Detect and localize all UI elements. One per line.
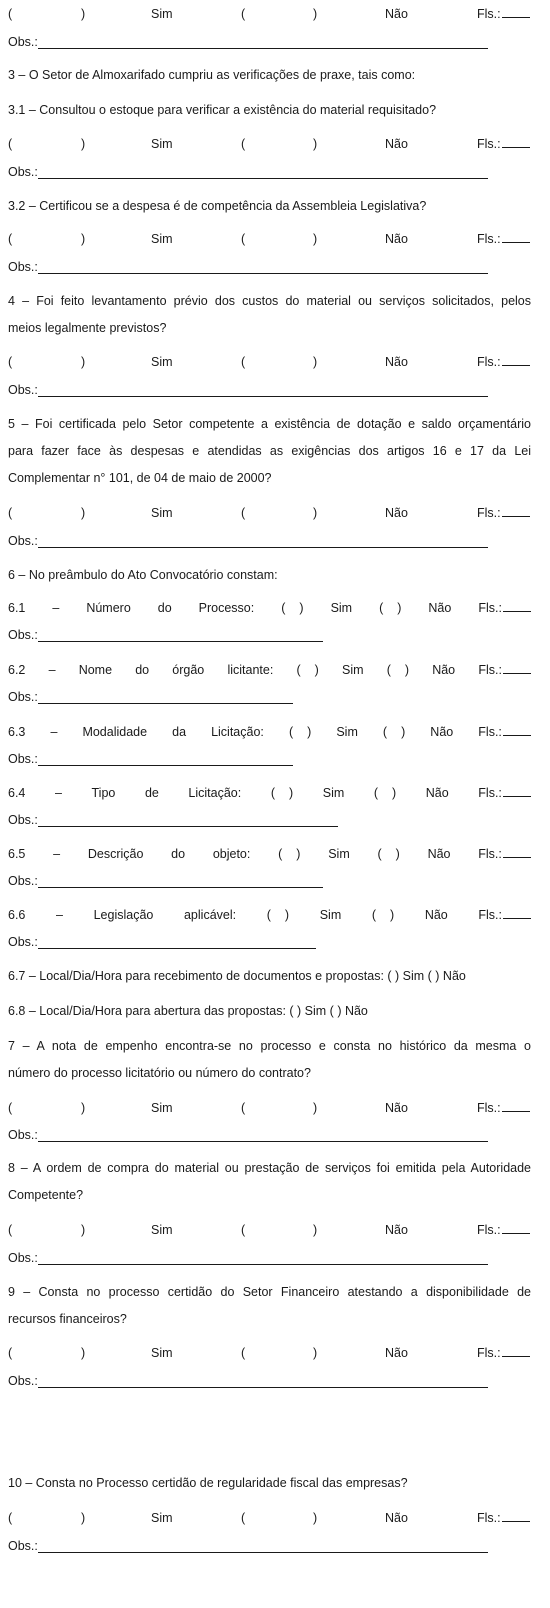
close-paren: ): [401, 725, 406, 739]
fls-field[interactable]: [477, 230, 530, 248]
question-text: 8 – A ordem de compra do material ou prestação de serviços foi emitida pela Autoridade: [8, 1161, 531, 1175]
sim-label: Sim: [151, 506, 173, 520]
fls-label: Fls.:: [478, 663, 502, 677]
question-text: 3 – O Setor de Almoxarifado cumpriu as verificações de praxe, tais como:: [8, 68, 416, 82]
obs-row: [8, 258, 531, 276]
obs-label: Obs.:: [8, 628, 38, 642]
item-word: Número: [86, 601, 131, 615]
preamble-item: [8, 661, 531, 679]
open-paren: (: [278, 847, 283, 861]
obs-label: Obs.:: [8, 534, 38, 548]
question-text: 4 – Foi feito levantamento prévio dos custos do material ou serviços solicitados, pelos: [8, 294, 531, 308]
obs-label: Obs.:: [8, 165, 38, 179]
sim-label: Sim: [336, 725, 358, 739]
fls-field[interactable]: [478, 845, 531, 863]
question-text: meios legalmente previstos?: [8, 321, 167, 335]
fls-blank[interactable]: [503, 723, 531, 736]
item-word: Licitação:: [211, 725, 264, 739]
obs-field[interactable]: [38, 273, 488, 274]
fls-blank[interactable]: [502, 1221, 530, 1234]
sim-label: Sim: [330, 601, 353, 615]
close-paren: ): [307, 725, 312, 739]
obs-field[interactable]: [38, 1552, 488, 1553]
obs-field[interactable]: [38, 765, 293, 766]
close-paren[interactable]: ): [313, 1346, 318, 1360]
obs-field[interactable]: [38, 178, 488, 179]
nao-label: Não: [425, 786, 449, 800]
obs-field[interactable]: [38, 1387, 488, 1388]
obs-row: [8, 1249, 531, 1267]
item-word: Tipo: [91, 786, 116, 800]
question-text: 6.7 – Local/Dia/Hora para recebimento de documentos e propostas: ( ) Sim ( ) Não: [8, 969, 466, 983]
obs-label: Obs.:: [8, 1374, 38, 1388]
open-paren: (: [379, 601, 384, 615]
preamble-item: [8, 906, 531, 924]
item-number: 6.4: [8, 786, 26, 800]
nao-option[interactable]: [372, 906, 394, 924]
nao-option[interactable]: [383, 723, 405, 741]
nao-label: Não: [385, 232, 408, 246]
item-word: Processo:: [198, 601, 255, 615]
sim-label: Sim: [151, 1101, 173, 1115]
item-number: 6.2: [8, 663, 26, 677]
question-text: recursos financeiros?: [8, 1312, 127, 1326]
fls-blank[interactable]: [502, 1344, 530, 1357]
close-paren[interactable]: ): [313, 1223, 318, 1237]
open-paren[interactable]: (: [8, 1511, 13, 1525]
close-paren: ): [390, 908, 395, 922]
item-word: Licitação:: [188, 786, 242, 800]
obs-field[interactable]: [38, 396, 488, 397]
obs-field[interactable]: [38, 48, 488, 49]
obs-row: [8, 1126, 531, 1144]
fls-field[interactable]: [478, 599, 531, 617]
open-paren[interactable]: (: [241, 355, 246, 369]
fls-blank[interactable]: [502, 1099, 530, 1112]
obs-field[interactable]: [38, 641, 323, 642]
open-paren[interactable]: (: [241, 1346, 246, 1360]
fls-blank[interactable]: [503, 906, 531, 919]
open-paren: (: [373, 786, 379, 800]
sim-label: Sim: [328, 847, 350, 861]
fls-label: Fls.:: [477, 1346, 501, 1360]
fls-blank[interactable]: [502, 5, 530, 18]
close-paren: ): [288, 786, 294, 800]
open-paren[interactable]: (: [8, 506, 13, 520]
answer-row: [8, 230, 531, 248]
open-paren[interactable]: (: [8, 137, 13, 151]
item-dash: –: [50, 725, 58, 739]
fls-label: Fls.:: [477, 1223, 501, 1237]
open-paren[interactable]: (: [241, 1511, 246, 1525]
fls-label: Fls.:: [477, 506, 501, 520]
item-word: do: [171, 847, 186, 861]
open-paren: (: [371, 908, 377, 922]
open-paren[interactable]: (: [8, 232, 13, 246]
item-word: órgão: [172, 663, 205, 677]
close-paren[interactable]: ): [81, 1223, 86, 1237]
obs-field[interactable]: [38, 547, 488, 548]
fls-blank[interactable]: [503, 599, 531, 612]
open-paren: (: [382, 725, 388, 739]
question-text: 6 – No preâmbulo do Ato Convocatório constam:: [8, 568, 278, 582]
open-paren[interactable]: (: [8, 1101, 13, 1115]
close-paren[interactable]: ): [313, 1101, 318, 1115]
obs-row: [8, 626, 531, 644]
fls-field[interactable]: [477, 353, 530, 371]
nao-label: Não: [385, 137, 408, 151]
sim-option[interactable]: [296, 661, 318, 679]
nao-label: Não: [430, 725, 454, 739]
question-text: 10 – Consta no Processo certidão de regularidade fiscal das empresas?: [8, 1476, 408, 1490]
nao-label: Não: [385, 1101, 408, 1115]
sim-label: Sim: [151, 137, 173, 151]
open-paren: (: [296, 663, 301, 677]
preamble-item: [8, 723, 531, 741]
preamble-item: [8, 784, 531, 802]
fls-label: Fls.:: [477, 355, 501, 369]
nao-label: Não: [424, 908, 448, 922]
nao-label: Não: [432, 663, 456, 677]
sim-option[interactable]: [271, 784, 293, 802]
fls-blank[interactable]: [502, 353, 530, 366]
open-paren[interactable]: (: [241, 232, 246, 246]
question-text: 3.2 – Certificou se a despesa é de competência da Assembleia Legislativa?: [8, 199, 427, 213]
open-paren: (: [386, 663, 391, 677]
sim-label: Sim: [151, 232, 173, 246]
obs-label: Obs.:: [8, 690, 38, 704]
question-text: Competente?: [8, 1188, 84, 1202]
nao-label: Não: [385, 1511, 408, 1525]
close-paren: ): [314, 663, 319, 677]
fls-blank[interactable]: [503, 784, 531, 797]
close-paren[interactable]: ): [81, 1101, 86, 1115]
fls-blank[interactable]: [502, 1509, 530, 1522]
obs-field[interactable]: [38, 703, 293, 704]
item-word: da: [172, 725, 187, 739]
fls-blank[interactable]: [502, 504, 530, 517]
close-paren[interactable]: ): [313, 232, 318, 246]
close-paren: ): [395, 847, 400, 861]
sim-option[interactable]: [281, 599, 303, 617]
obs-label: Obs.:: [8, 813, 38, 827]
item-dash: –: [54, 786, 62, 800]
answer-row: [8, 135, 531, 153]
question-text: 9 – Consta no processo certidão do Setor Financeiro atestando a disponibilidade de: [8, 1285, 531, 1299]
fls-field[interactable]: [477, 1509, 530, 1527]
close-paren[interactable]: ): [81, 232, 86, 246]
fls-field[interactable]: [477, 5, 530, 23]
fls-label: Fls.:: [477, 1511, 501, 1525]
open-paren[interactable]: (: [8, 1223, 13, 1237]
item-word: Nome: [78, 663, 113, 677]
obs-label: Obs.:: [8, 1539, 38, 1553]
close-paren: ): [392, 786, 397, 800]
item-dash: –: [53, 847, 61, 861]
nao-label: Não: [385, 1223, 408, 1237]
nao-option[interactable]: [377, 845, 399, 863]
close-paren[interactable]: ): [81, 137, 86, 151]
close-paren: ): [299, 601, 304, 615]
sim-label: Sim: [322, 786, 345, 800]
close-paren[interactable]: ): [313, 7, 318, 21]
fls-blank[interactable]: [502, 135, 530, 148]
obs-field[interactable]: [38, 948, 316, 949]
item-word: licitante:: [227, 663, 274, 677]
open-paren[interactable]: (: [241, 506, 246, 520]
close-paren: ): [397, 601, 402, 615]
item-word: do: [157, 601, 172, 615]
close-paren: ): [404, 663, 410, 677]
close-paren[interactable]: ): [313, 1511, 318, 1525]
question-text: 5 – Foi certificada pelo Setor competente a existência de dotação e saldo orçamentário: [8, 417, 531, 431]
item-word: de: [144, 786, 159, 800]
close-paren: ): [296, 847, 301, 861]
sim-label: Sim: [151, 1346, 173, 1360]
fls-blank[interactable]: [503, 845, 531, 858]
obs-label: Obs.:: [8, 260, 38, 274]
fls-field[interactable]: [477, 1221, 530, 1239]
preamble-item: [8, 845, 531, 863]
nao-label: Não: [427, 847, 451, 861]
item-dash: –: [56, 908, 63, 922]
obs-label: Obs.:: [8, 752, 38, 766]
fls-label: Fls.:: [478, 847, 502, 861]
answer-row: [8, 504, 531, 522]
obs-field[interactable]: [38, 1264, 488, 1265]
obs-field[interactable]: [38, 1141, 488, 1142]
sim-label: Sim: [151, 1223, 173, 1237]
sim-option[interactable]: [267, 906, 289, 924]
nao-label: Não: [385, 506, 408, 520]
open-paren[interactable]: (: [241, 1101, 246, 1115]
answer-row: [8, 5, 531, 23]
fls-blank[interactable]: [502, 230, 530, 243]
item-dash: –: [48, 663, 56, 677]
nao-option[interactable]: [379, 599, 401, 617]
question-text: 3.1 – Consultou o estoque para verificar a existência do material requisitado?: [8, 103, 437, 117]
fls-label: Fls.:: [478, 908, 502, 922]
question-text: para fazer face às despesas e atendidas as exigências dos artigos 16 e 17 da Lei: [8, 444, 531, 458]
open-paren[interactable]: (: [241, 7, 246, 21]
item-word: aplicável:: [183, 908, 237, 922]
sim-option[interactable]: [278, 845, 300, 863]
fls-blank[interactable]: [503, 661, 531, 674]
obs-row: [8, 163, 531, 181]
open-paren[interactable]: (: [8, 1346, 13, 1360]
close-paren[interactable]: ): [81, 355, 86, 369]
fls-field[interactable]: [477, 135, 530, 153]
close-paren[interactable]: ): [81, 1511, 86, 1525]
fls-field[interactable]: [478, 723, 531, 741]
item-word: do: [135, 663, 150, 677]
item-number: 6.6: [8, 908, 26, 922]
obs-label: Obs.:: [8, 874, 38, 888]
fls-label: Fls.:: [478, 601, 502, 615]
fls-field[interactable]: [477, 1099, 530, 1117]
open-paren: (: [377, 847, 382, 861]
obs-label: Obs.:: [8, 1128, 38, 1142]
obs-label: Obs.:: [8, 1251, 38, 1265]
obs-label: Obs.:: [8, 935, 38, 949]
sim-label: Sim: [151, 7, 173, 21]
sim-label: Sim: [341, 663, 364, 677]
nao-option[interactable]: [387, 661, 409, 679]
nao-label: Não: [385, 7, 408, 21]
item-word: Descrição: [87, 847, 144, 861]
answer-row: [8, 353, 531, 371]
item-dash: –: [52, 601, 60, 615]
item-word: Legislação: [93, 908, 154, 922]
sim-label: Sim: [151, 1511, 173, 1525]
fls-label: Fls.:: [478, 786, 502, 800]
answer-row: [8, 1221, 531, 1239]
close-paren[interactable]: ): [313, 506, 318, 520]
open-paren[interactable]: (: [8, 7, 13, 21]
nao-label: Não: [428, 601, 452, 615]
open-paren[interactable]: (: [8, 355, 13, 369]
item-number: 6.3: [8, 725, 26, 739]
item-word: objeto:: [212, 847, 251, 861]
close-paren[interactable]: ): [81, 506, 86, 520]
sim-label: Sim: [319, 908, 342, 922]
nao-option[interactable]: [374, 784, 396, 802]
obs-row: [8, 750, 531, 768]
obs-row: [8, 688, 531, 706]
obs-label: Obs.:: [8, 383, 38, 397]
open-paren[interactable]: (: [241, 137, 246, 151]
obs-row: [8, 532, 531, 550]
open-paren: (: [266, 908, 271, 922]
open-paren: (: [270, 786, 275, 800]
question-text: 6.8 – Local/Dia/Hora para abertura das propostas: ( ) Sim ( ) Não: [8, 1004, 368, 1018]
item-number: 6.5: [8, 847, 26, 861]
fls-field[interactable]: [477, 504, 530, 522]
fls-label: Fls.:: [477, 232, 501, 246]
sim-option[interactable]: [289, 723, 311, 741]
open-paren: (: [281, 601, 286, 615]
question-text: Complementar n° 101, de 04 de maio de 2000?: [8, 471, 272, 485]
close-paren[interactable]: ): [313, 137, 318, 151]
fls-label: Fls.:: [477, 7, 501, 21]
fls-field[interactable]: [477, 1344, 530, 1362]
obs-field[interactable]: [38, 826, 338, 827]
preamble-item: [8, 599, 531, 617]
open-paren[interactable]: (: [241, 1223, 246, 1237]
fls-label: Fls.:: [478, 725, 502, 739]
obs-row: [8, 381, 531, 399]
item-number: 6.1: [8, 601, 26, 615]
item-word: Modalidade: [82, 725, 148, 739]
fls-field[interactable]: [478, 784, 531, 802]
obs-row: [8, 33, 531, 51]
open-paren: (: [288, 725, 294, 739]
fls-label: Fls.:: [477, 1101, 501, 1115]
obs-field[interactable]: [38, 887, 323, 888]
fls-label: Fls.:: [477, 137, 501, 151]
sim-label: Sim: [151, 355, 173, 369]
fls-field[interactable]: [478, 906, 531, 924]
close-paren[interactable]: ): [313, 355, 318, 369]
obs-row: [8, 1372, 531, 1390]
obs-row: [8, 933, 531, 951]
question-text: 7 – A nota de empenho encontra-se no processo e consta no histórico da mesma o: [8, 1039, 531, 1053]
answer-row: [8, 1509, 531, 1527]
close-paren[interactable]: ): [81, 1346, 86, 1360]
close-paren[interactable]: ): [81, 7, 86, 21]
close-paren: ): [284, 908, 290, 922]
answer-row: [8, 1344, 531, 1362]
nao-label: Não: [385, 355, 408, 369]
obs-label: Obs.:: [8, 35, 38, 49]
nao-label: Não: [385, 1346, 408, 1360]
question-text: número do processo licitatório ou número do contrato?: [8, 1066, 311, 1080]
obs-row: [8, 1537, 531, 1555]
obs-row: [8, 872, 531, 890]
obs-row: [8, 811, 531, 829]
fls-field[interactable]: [478, 661, 531, 679]
answer-row: [8, 1099, 531, 1117]
